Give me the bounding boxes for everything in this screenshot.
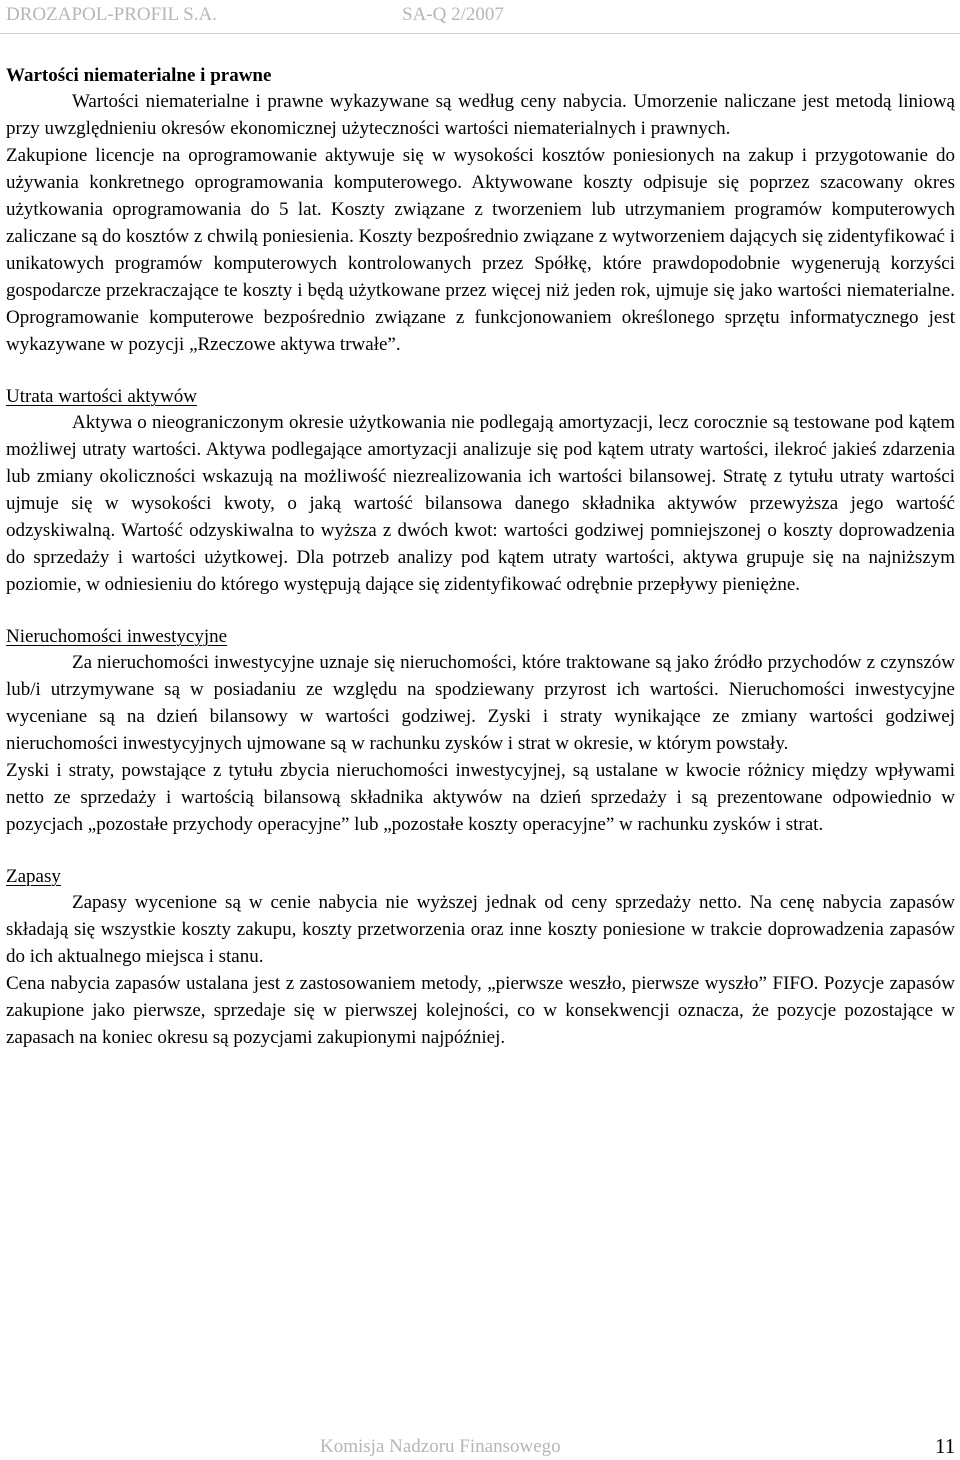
footer-organization: Komisja Nadzoru Finansowego	[320, 1436, 561, 1457]
section-investment-property	[6, 625, 955, 838]
header-divider	[0, 33, 960, 34]
section-title: Wartości niematerialne i prawne	[6, 65, 272, 86]
paragraph: Aktywa o nieograniczonym okresie użytkowania nie podlegają amortyzacji, lecz corocznie są testowane pod kątem możliwej utraty wartości. Aktywa podlegające amortyzacji analizuje się pod kątem utraty wartości, ilekroć jakieś zdarzenia lub zmiany okoliczności wskazują na możliwość niezrealizowania ich wartości bilansowej. Stratę z tytułu utraty wartości ujmuje się w wysokości kwoty, o jaką wartość bilansowa danego składnika aktywów przewyższa jego wartość odzyskiwalną. Wartość odzyskiwalna to wyższa z dwóch kwot: wartości godziwej pomniejszonej o koszty doprowadzenia do sprzedaży i wartości użytkowej. Dla potrzeb analizy pod kątem utraty wartości, aktywa grupuje się na najniższym poziomie, w odniesieniu do którego występują dające się zidentyfikować odrębnie przepływy pieniężne.	[6, 412, 955, 595]
section-impairment	[6, 385, 955, 598]
header-report-id: SA-Q 2/2007	[402, 4, 504, 25]
header-company: DROZAPOL-PROFIL S.A.	[6, 4, 217, 25]
document-body	[6, 64, 955, 1051]
section-inventories	[6, 865, 955, 1051]
page-header	[6, 4, 954, 34]
paragraph: Zapasy wycenione są w cenie nabycia nie wyższej jednak od ceny sprzedaży netto. Na cenę nabycia zapasów składają się wszystkie koszty zakupu, koszty przetworzenia oraz inne koszty poniesione w trakcie doprowadzenia zapasów do ich aktualnego miejsca i stanu.	[6, 892, 955, 967]
paragraph: Wartości niematerialne i prawne wykazywane są według ceny nabycia. Umorzenie naliczane jest metodą liniową przy uwzględnieniu okresów ekonomicznej użyteczności wartości niematerialnych i prawnych.	[6, 91, 955, 139]
section-title: Nieruchomości inwestycyjne	[6, 626, 228, 647]
page-footer	[0, 1424, 960, 1458]
paragraph: Za nieruchomości inwestycyjne uznaje się nieruchomości, które traktowane są jako źródło przychodów z czynszów lub/i utrzymywane są w posiadaniu ze względu na spodziewany przyrost ich wartości. Nieruchomości inwestycyjne wyceniane są na dzień bilansowy w wartości godziwej. Zyski i straty wynikające ze zmiany wartości godziwej nieruchomości inwestycyjnych ujmowane są w rachunku zysków i strat w okresie, w którym powstały.	[6, 652, 955, 754]
paragraph: Zakupione licencje na oprogramowanie aktywuje się w wysokości kosztów poniesionych na zakup i przygotowanie do używania konkretnego oprogramowania komputerowego. Aktywowane koszty odpisuje się poprzez szacowany okres użytkowania oprogramowania do 5 lat. Koszty związane z tworzeniem lub utrzymaniem programów komputerowych zaliczane są do kosztów z chwilą poniesienia. Koszty bezpośrednio związane z wytworzeniem dających się zidentyfikować i unikatowych programów komputerowych kontrolowanych przez Spółkę, które prawdopodobnie wygenerują korzyści gospodarcze przekraczające te koszty i będą użytkowane przez więcej niż jeden rok, ujmuje się jako wartości niematerialne. Oprogramowanie komputerowe bezpośrednio związane z funkcjonowaniem określonego sprzętu informatycznego jest wykazywane w pozycji „Rzeczowe aktywa trwałe”.	[6, 145, 955, 355]
section-title: Zapasy	[6, 866, 61, 887]
paragraph: Cena nabycia zapasów ustalana jest z zastosowaniem metody, „pierwsze weszło, pierwsze wyszło” FIFO. Pozycje zapasów zakupione jako pierwsze, sprzedaje się w pierwszej kolejności, co w konsekwencji oznacza, że pozycje pozostające w zapasach na koniec okresu są pozycjami zakupionymi najpóźniej.	[6, 973, 955, 1048]
section-intangible-assets	[6, 64, 955, 358]
page-number: 11	[935, 1434, 956, 1458]
section-title: Utrata wartości aktywów	[6, 386, 197, 407]
paragraph: Zyski i straty, powstające z tytułu zbycia nieruchomości inwestycyjnej, są ustalane w kwocie różnicy między wpływami netto ze sprzedaży i wartością bilansową składnika aktywów na dzień sprzedaży i są prezentowane odpowiednio w pozycjach „pozostałe przychody operacyjne” lub „pozostałe koszty operacyjne” w rachunku zysków i strat.	[6, 760, 955, 835]
